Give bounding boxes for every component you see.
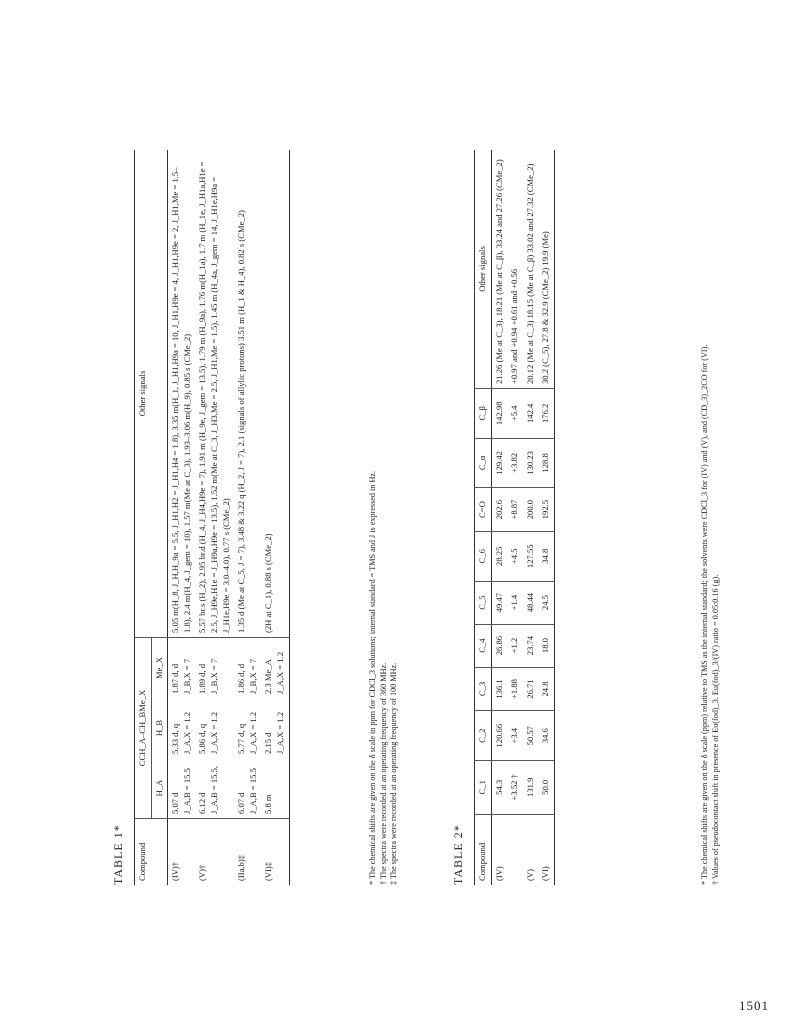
t2-head-c1: C_1 [475, 760, 492, 814]
t2-head-compound: Compound [477, 842, 487, 881]
t2-cell: +3.4 [507, 711, 523, 761]
t2-cell: 127.55 [523, 532, 539, 582]
t1-hb-j: J_A,X = 1.2 [247, 711, 258, 754]
t2-other: 20.12 (Me at C_3) 18.15 (Me at C_β) 33.02 and 27.32 (CMe_2) [523, 150, 539, 389]
t2-cell: 136.1 [491, 667, 507, 711]
t1-hb: 5.33 d, q [170, 723, 181, 754]
t1-compound: (VI)‡ [263, 861, 274, 881]
t2-other: 21.26 (Me at C_3), 18.21 (Me at C_β), 33.24 and 27.26 (CMe_2) [491, 150, 507, 389]
t2-head-calpha: C_α [475, 438, 492, 488]
t1-ha-j: J_A,B = 15.5 [247, 768, 258, 814]
t1-hb-j: J_A,X = 1.2 [274, 711, 285, 754]
rotated-page [110, 145, 807, 885]
t1-compound: (IV)† [170, 861, 181, 881]
t1-mex-j: J_B,X = 7 [181, 658, 192, 694]
t2-row [507, 150, 523, 885]
t1-mex-j: J_A,X = 1.2 [274, 651, 285, 694]
t2-cell: 26.71 [523, 667, 539, 711]
t1-compound: (V)† [197, 864, 208, 881]
t2-cell: +1.2 [507, 624, 523, 667]
t1-other: (2H at C_1), 0.88 s (CMe_2) [261, 150, 289, 638]
t2-cell: 26.86 [491, 624, 507, 667]
t1-head-mex: Me_X [153, 657, 164, 679]
t1-row [168, 150, 196, 885]
t2-cell: 130.23 [523, 438, 539, 488]
t1-hb-j: J_A,X = 1.2 [181, 711, 192, 754]
t2-head-c2: C_2 [475, 711, 492, 761]
t2-head-co: C=O [475, 488, 492, 532]
t1-ha: 6.07 d [236, 792, 247, 814]
t2-head-c6: C_6 [475, 532, 492, 582]
t2-head-c3: C_3 [475, 667, 492, 711]
t1-row [195, 150, 234, 885]
t1-row [234, 150, 261, 885]
t2-cell: 48.44 [523, 581, 539, 624]
t2-compound: (IV) [493, 866, 504, 881]
t1-head-group: CCH_A–CH_BMe_X [135, 638, 152, 819]
t2-cell: 128.8 [538, 438, 554, 488]
t2-head-c5: C_5 [475, 581, 492, 624]
t2-cell: 49.47 [491, 581, 507, 624]
t2-head-cbeta: C_β [475, 389, 492, 439]
t2-cell: 23.74 [523, 624, 539, 667]
t2-compound: (VI) [540, 866, 551, 881]
t2-cell: 129.42 [491, 438, 507, 488]
t1-hb: 5.77 d, q [236, 723, 247, 754]
t2-cell: 131.9 [523, 760, 539, 814]
t2-footnote: † Values of pseudocontact shift in presence of Eu(fod)_3. Eu(fod)_3/(IV) ratio = 0.05:0.16 (g). [710, 574, 720, 885]
t2-cell: 54.3 [491, 760, 507, 814]
t1-mex: 1.87 d, d [170, 663, 181, 694]
t2-cell: +1.4 [507, 581, 523, 624]
table1 [134, 150, 290, 885]
t1-mex: 1.86 d, d [236, 663, 247, 694]
t2-cell: 200.0 [523, 488, 539, 532]
table2-footnotes [700, 150, 721, 885]
page-number: 1501 [739, 998, 769, 1013]
t1-head-other: Other signals [135, 150, 168, 638]
t2-cell: 24.5 [538, 581, 554, 624]
t2-cell: 34.8 [538, 532, 554, 582]
table1-title: TABLE 1* [111, 824, 125, 885]
t2-cell: +5.4 [507, 389, 523, 439]
t2-row [491, 150, 507, 885]
t2-compound [507, 814, 523, 885]
t2-cell: 28.25 [491, 532, 507, 582]
t1-head-hb: H_B [153, 719, 164, 737]
t2-cell: 24.8 [538, 667, 554, 711]
t2-cell: +1.88 [507, 667, 523, 711]
t1-ha: 6.12 d [197, 792, 208, 814]
t2-footnote: * The chemical shifts are given on the δ scale (ppm) relative to TMS as the internal standard; the solvents were CDCl_3 for (IV) and (V), and (CD_3)_2CO for (VI). [700, 344, 709, 885]
t2-row [538, 150, 554, 885]
t1-footnote: * The chemical shifts are given on the δ scale in ppm for CDCl_3 solutions; internal standard = TMS and J is expressed in Hz. [368, 470, 377, 885]
t1-ha-j: J_A,B = 15.5 [181, 768, 192, 814]
t2-cell: 202.6 [491, 488, 507, 532]
t2-cell: 50.0 [538, 760, 554, 814]
t2-head-other: Other signals [475, 150, 492, 389]
t1-other: 5.05 m(H_8, J_H,H_9a = 5.5, J_H1,H2 = J_H1,H4 = 1.8), 3.35 m(H_1, J_H1,H9a = 10, J_H1,H9e = 4, J_H1,H9e = 2, J_H1,Me = 1.5–1.8), 2.4 m(H_4, J_gem = 10), 1.57 m(Me at C_3), 1.93–3.06 m(H_9), 0.85 s (CMe_2) [168, 150, 196, 638]
t2-cell: +8.87 [507, 488, 523, 532]
t2-row [523, 150, 539, 885]
t1-hb-j: J_A,X = 1.2 [208, 711, 219, 754]
t1-footnote: † The spectra were recorded at an operating frequency of 360 MHz. [378, 662, 388, 885]
table2 [474, 150, 555, 885]
t1-footnote: ‡ The spectra were recorded at an operating frequency of 100 MHz. [389, 662, 399, 885]
t1-head-ha: H_A [151, 758, 168, 819]
t1-compound: (IIa,b)‡ [236, 854, 247, 881]
t1-ha-j: J_A,B = 15.5, [208, 765, 219, 814]
t2-cell: 120.66 [491, 711, 507, 761]
t1-ha: 5.07 d [170, 792, 181, 814]
t1-mex-j: J_B,X = 7 [247, 658, 258, 694]
t1-ha: 5.8 m [263, 794, 274, 814]
t1-row [261, 150, 289, 885]
table1-footnotes [368, 150, 400, 885]
t2-cell: +3.82 [507, 438, 523, 488]
t2-cell: 142.98 [491, 389, 507, 439]
t2-cell: 34.6 [538, 711, 554, 761]
t2-cell: 176.2 [538, 389, 554, 439]
t1-head-compound: Compound [137, 842, 147, 881]
t2-compound: (V) [524, 869, 535, 881]
t2-other: +0.97 and +0.94 +0.61 and +0.56 [507, 150, 523, 389]
t2-head-c4: C_4 [475, 624, 492, 667]
t2-cell: 50.57 [523, 711, 539, 761]
t2-cell: +4.5 [507, 532, 523, 582]
t1-mex: 1.89 d, d [197, 663, 208, 694]
t2-cell: 192.5 [538, 488, 554, 532]
t2-cell: 142.4 [523, 389, 539, 439]
t1-hb: 5.86 d, q [197, 723, 208, 754]
t2-cell: 18.0 [538, 624, 554, 667]
t1-other: 1.35 d (Me at C_5, J = 7), 3.48 & 3.22 q (H_2, J = 7), 2.1 (signals of allylic protons) 3.51 m (H_1 & H_4), 0.82 s (CMe_2) [234, 150, 261, 638]
t2-other: 30.2 (C_5), 27.8 & 32.9 (CMe_2) 19.9 (Me) [538, 150, 554, 389]
t1-hb: 2.15 d [263, 732, 274, 754]
t1-mex-j: J_B,X = 7 [208, 658, 219, 694]
table2-title: TABLE 2* [451, 824, 465, 885]
t1-mex: 2.3 Me_A [263, 659, 274, 694]
t1-other: 5.57 br.s (H_2), 2.95 br.d (H_4, J_H4,H9e = 7), 1.91 m (H_9e, J_gem = 13.5), 1.79 m (H_9a), 1.76 m(H_1a), 1.7 m (H_1e, J_H1a,H1e = 2.5, J_H9e,H1e = J_H9a,H9e = 13.5), 1.52 m(Me at C_3, J_H3,Me = 2.5, J_H1,Me = 1.5), 1.45 m (H_4a, J_gem = 14, J_H1e,H9a = J_H1e,H9e = 3.0–4.0), 0.77 s (CMe_2) [195, 150, 234, 638]
t2-cell: +3.52 † [507, 760, 523, 814]
